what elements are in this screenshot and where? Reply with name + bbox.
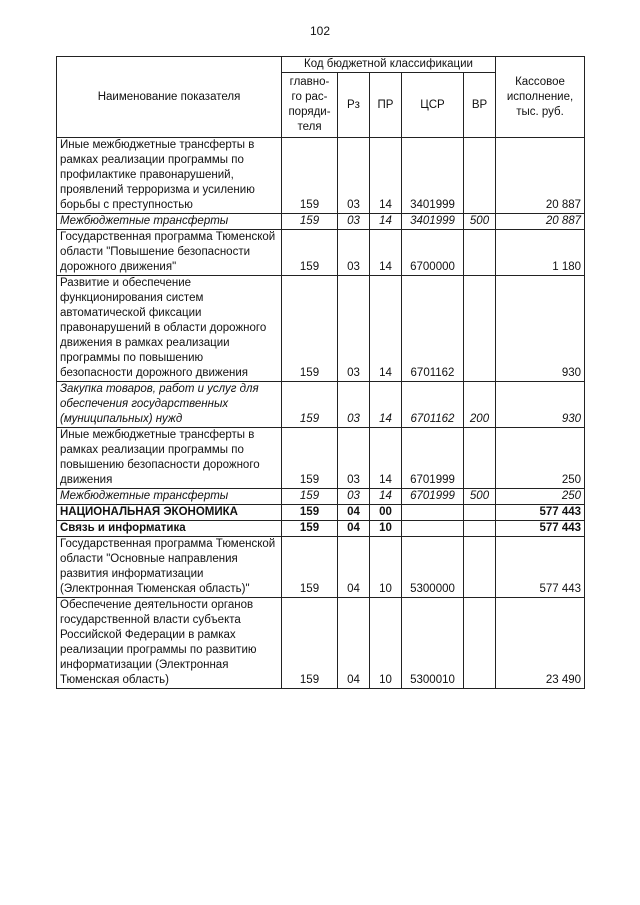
cell-name: Иные межбюджетные трансферты в рамках реализации программы по профилактике правонарушений, проявлений терроризма и усилению борьбы с преступностью <box>57 138 282 214</box>
cell-rz: 04 <box>338 521 370 537</box>
cell-rz: 04 <box>338 505 370 521</box>
cell-name: Связь и информатика <box>57 521 282 537</box>
cell-grbs: 159 <box>282 521 338 537</box>
cell-rz: 03 <box>338 230 370 276</box>
cell-pr: 14 <box>370 489 402 505</box>
cell-amount: 250 <box>496 428 585 489</box>
cell-name: Закупка товаров, работ и услуг для обеспечения государственных (муниципальных) нужд <box>57 382 282 428</box>
cell-csr: 6701999 <box>402 428 464 489</box>
cell-vr <box>464 521 496 537</box>
table-row <box>57 537 585 598</box>
cell-vr: 200 <box>464 382 496 428</box>
cell-grbs: 159 <box>282 230 338 276</box>
cell-rz: 03 <box>338 382 370 428</box>
cell-name: Иные межбюджетные трансферты в рамках реализации программы по повышению безопасности дорожного движения <box>57 428 282 489</box>
table-row <box>57 138 585 214</box>
table-row <box>57 489 585 505</box>
cell-rz: 03 <box>338 138 370 214</box>
cell-pr: 14 <box>370 428 402 489</box>
cell-vr: 500 <box>464 489 496 505</box>
header-rz: Рз <box>338 73 370 138</box>
cell-grbs: 159 <box>282 428 338 489</box>
header-name: Наименование показателя <box>57 57 282 138</box>
header-amount: Кассовое исполнение, тыс. руб. <box>496 57 585 138</box>
header-code-group: Код бюджетной классификации <box>282 57 496 73</box>
cell-grbs: 159 <box>282 138 338 214</box>
header-grbs: главно-го рас-поряди-теля <box>282 73 338 138</box>
cell-csr <box>402 505 464 521</box>
cell-pr: 14 <box>370 382 402 428</box>
cell-name: Обеспечение деятельности органов государственной власти субъекта Российской Федерации в рамках реализации программы по развитию информатизации (Электронная Тюменская область) <box>57 598 282 689</box>
cell-pr: 14 <box>370 276 402 382</box>
cell-csr: 5300000 <box>402 537 464 598</box>
cell-amount: 250 <box>496 489 585 505</box>
cell-amount: 20 887 <box>496 138 585 214</box>
header-vr: ВР <box>464 73 496 138</box>
cell-amount: 577 443 <box>496 505 585 521</box>
table-row <box>57 428 585 489</box>
cell-vr <box>464 505 496 521</box>
cell-grbs: 159 <box>282 276 338 382</box>
cell-name: Межбюджетные трансферты <box>57 489 282 505</box>
cell-csr: 6701162 <box>402 382 464 428</box>
page-number: 102 <box>309 24 331 38</box>
cell-rz: 04 <box>338 598 370 689</box>
header-csr: ЦСР <box>402 73 464 138</box>
table-row <box>57 505 585 521</box>
cell-name: Государственная программа Тюменской области "Повышение безопасности дорожного движения" <box>57 230 282 276</box>
cell-csr: 6701999 <box>402 489 464 505</box>
cell-rz: 03 <box>338 276 370 382</box>
table-row <box>57 276 585 382</box>
cell-name: Государственная программа Тюменской области "Основные направления развития информатизации (Электронная Тюменская область)" <box>57 537 282 598</box>
cell-amount: 20 887 <box>496 214 585 230</box>
cell-amount: 23 490 <box>496 598 585 689</box>
cell-amount: 1 180 <box>496 230 585 276</box>
cell-vr <box>464 428 496 489</box>
cell-vr <box>464 138 496 214</box>
cell-csr: 3401999 <box>402 138 464 214</box>
cell-vr: 500 <box>464 214 496 230</box>
cell-grbs: 159 <box>282 598 338 689</box>
cell-csr: 6701162 <box>402 276 464 382</box>
table-row <box>57 230 585 276</box>
cell-grbs: 159 <box>282 382 338 428</box>
cell-grbs: 159 <box>282 489 338 505</box>
cell-amount: 930 <box>496 276 585 382</box>
table-row <box>57 521 585 537</box>
cell-csr: 6700000 <box>402 230 464 276</box>
cell-pr: 14 <box>370 138 402 214</box>
cell-name: НАЦИОНАЛЬНАЯ ЭКОНОМИКА <box>57 505 282 521</box>
cell-csr <box>402 521 464 537</box>
cell-rz: 03 <box>338 214 370 230</box>
cell-grbs: 159 <box>282 214 338 230</box>
cell-csr: 5300010 <box>402 598 464 689</box>
cell-vr <box>464 537 496 598</box>
cell-grbs: 159 <box>282 505 338 521</box>
cell-pr: 10 <box>370 598 402 689</box>
cell-rz: 04 <box>338 537 370 598</box>
cell-pr: 10 <box>370 521 402 537</box>
cell-amount: 577 443 <box>496 537 585 598</box>
table-row <box>57 214 585 230</box>
cell-pr: 10 <box>370 537 402 598</box>
cell-vr <box>464 230 496 276</box>
cell-csr: 3401999 <box>402 214 464 230</box>
cell-pr: 14 <box>370 230 402 276</box>
cell-pr: 00 <box>370 505 402 521</box>
cell-rz: 03 <box>338 428 370 489</box>
cell-vr <box>464 598 496 689</box>
cell-name: Межбюджетные трансферты <box>57 214 282 230</box>
header-pr: ПР <box>370 73 402 138</box>
budget-table <box>56 56 585 689</box>
cell-amount: 930 <box>496 382 585 428</box>
table-row <box>57 382 585 428</box>
cell-rz: 03 <box>338 489 370 505</box>
cell-vr <box>464 276 496 382</box>
cell-amount: 577 443 <box>496 521 585 537</box>
table-row <box>57 598 585 689</box>
cell-pr: 14 <box>370 214 402 230</box>
cell-grbs: 159 <box>282 537 338 598</box>
cell-name: Развитие и обеспечение функционирования систем автоматической фиксации правонарушений в области дорожного движения в рамках реализации программы по повышению безопасности дорожного движения <box>57 276 282 382</box>
